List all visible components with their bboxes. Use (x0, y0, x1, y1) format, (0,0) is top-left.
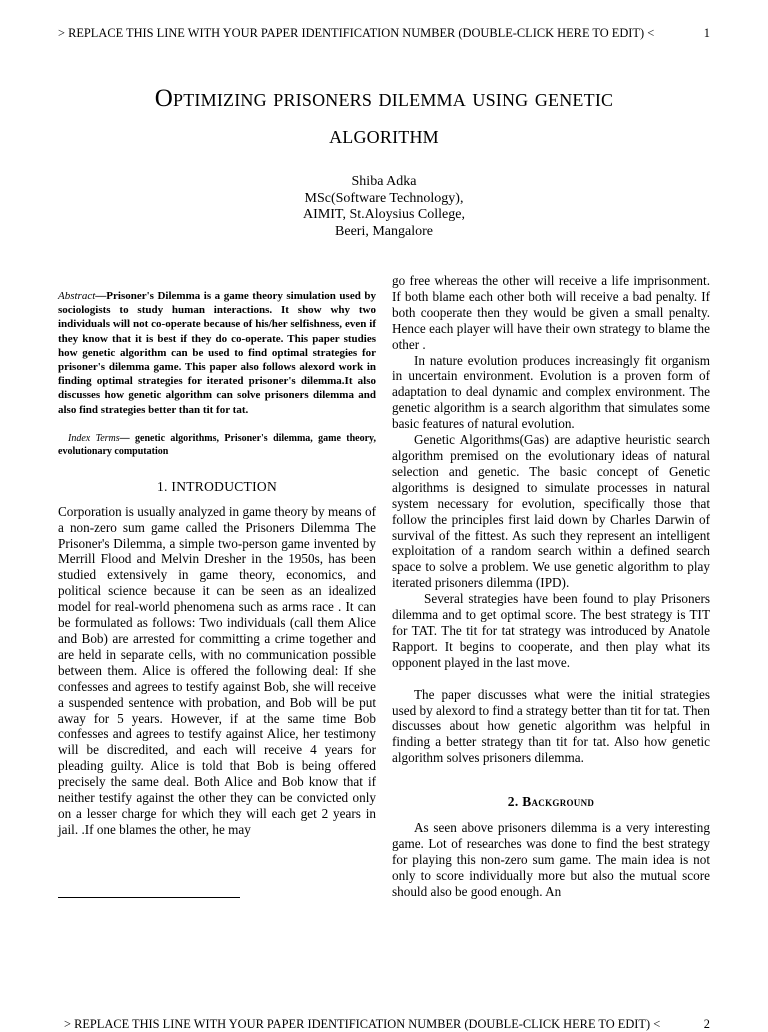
intro-paragraph-3: Genetic Algorithms(Gas) are adaptive heuristic search algorithm premised on the evolutionary ideas of natural selection and genetic. The basic concept of Genetic algorithms is designed to simulate processes in natural system necessary for evolution, specifically those that follow the principles first laid down by Charles Darwin of survival of the fittest. As such they represent an intelligent exploitation of a random search within a defined search space to solve a problem. We use genetic algorithm to play iterated prisoners dilemma (IPD). (392, 432, 710, 591)
paper-title (58, 80, 710, 154)
section-heading-introduction: 1. INTRODUCTION (157, 478, 277, 494)
footer-text: > REPLACE THIS LINE WITH YOUR PAPER IDENTIFICATION NUMBER (DOUBLE-CLICK HERE TO EDIT) < (64, 1017, 661, 1031)
header-text: > REPLACE THIS LINE WITH YOUR PAPER IDENTIFICATION NUMBER (DOUBLE-CLICK HERE TO EDIT) < (58, 26, 655, 40)
right-column (392, 273, 710, 900)
author-location: Beeri, Mangalore (335, 223, 433, 239)
running-footer (64, 1017, 710, 1032)
author-name: Shiba Adka (351, 174, 417, 189)
author-institution: AIMIT, St.Aloysius College, (303, 207, 465, 222)
section-heading-background: 2. Background (507, 794, 595, 810)
author-degree: MSc(Software Technology), (304, 190, 464, 206)
abstract (58, 289, 376, 417)
footnote-divider (58, 897, 240, 898)
intro-paragraph-4: Several strategies have been found to play Prisoners dilemma and to get optimal score. The best strategy is TIT for TAT. The tit for tat strategy was introduced by Anatole Rapport. It begins to cooperate, and then play what its opponent played in the last move. (392, 591, 710, 670)
index-terms-lead: Index Terms (68, 432, 120, 444)
background-paragraph-1: As seen above prisoners dilemma is a very interesting game. Lot of researches was done to find the best strategy for playing this non-zero sum game. The main idea is not only to score individually more but also the mutual score should also be good enough. An (392, 820, 710, 899)
intro-paragraph-2: In nature evolution produces increasingly fit organism in uncertain environment. Evolution is a proven form of adaptation to deal dynamic and complex environment. The genetic algorithm is a search algorithm that simulates some basic features of natural evolution. (392, 352, 710, 432)
intro-paragraph-1: Corporation is usually analyzed in game theory by means of a non-zero sum game called the Prisoners Dilemma The Prisoner's Dilemma, a simple two-person game invented by Merrill Flood and Melvin Dresher in the 1950s, has been studied extensively in game theory, economics, and political science because it can be seen as an idealized model for real-world phenomena such as arms race . It can be formulated as follows: Two individuals (call them Alice and Bob) are arrested for committing a crime together and are held in separate cells, with no communication possible between them. Alice is offered the following deal: If she confesses and agrees to testify against Bob, she will receive a suspended sentence with probation, and Bob will be put away for 5 years. However, if at the same time Bob confesses and agrees to testify against Alice, her testimony will be discredited, and each will receive 4 years for pleading guilty. Alice is told that Bob is being offered precisely the same deal. Both Alice and Bob know that if neither testify against the other they can be convicted only on a lesser charge for which they will each get 2 years in jail. .If one blames the other, he may (58, 503, 376, 837)
abstract-text: —Prisoner's Dilemma is a game theory simulation used by sociologists to study human interactions. It show why two individuals will not co-operate because of his/her selfishness, even if they know that it is best if they do co-operate. This paper studies how genetic algorithm can be used to find optimal strategies for prisoner's dilemma game. This paper also follows alexord work in finding optimal strategies for iterated prisoner's dilemma.It also discusses how genetic algorithm can solve prisoners dilemma and also find strategies better than tit for tat. (58, 290, 376, 416)
title-line-2: algorithm (329, 122, 439, 149)
intro-paragraph-5: The paper discusses what were the initial strategies used by alexord to find a strategy better than tit for tat. Then discusses about how genetic algorithm was helpful in finding a better strategy than tit for tat. Also how genetic algorithm solves prisoners dilemma. (392, 686, 710, 766)
running-header (58, 26, 710, 41)
index-terms (58, 432, 376, 459)
title-line-1: Optimizing prisoners dilemma using genetic (154, 85, 614, 112)
abstract-lead: Abstract (58, 290, 96, 302)
left-column (58, 272, 376, 838)
page-number: 1 (703, 26, 710, 40)
index-terms-text: — genetic algorithms, Prisoner's dilemma, game theory, evolutionary computation (58, 432, 377, 458)
footer-page-number: 2 (703, 1017, 710, 1031)
author-block (58, 174, 710, 240)
intro-paragraph-1-continued: go free whereas the other will receive a life imprisonment. If both blame each other both will receive a bad penalty. If both cooperate then they would be given a small penalty. Hence each player will have their own strategy to blame the other . (392, 273, 710, 352)
